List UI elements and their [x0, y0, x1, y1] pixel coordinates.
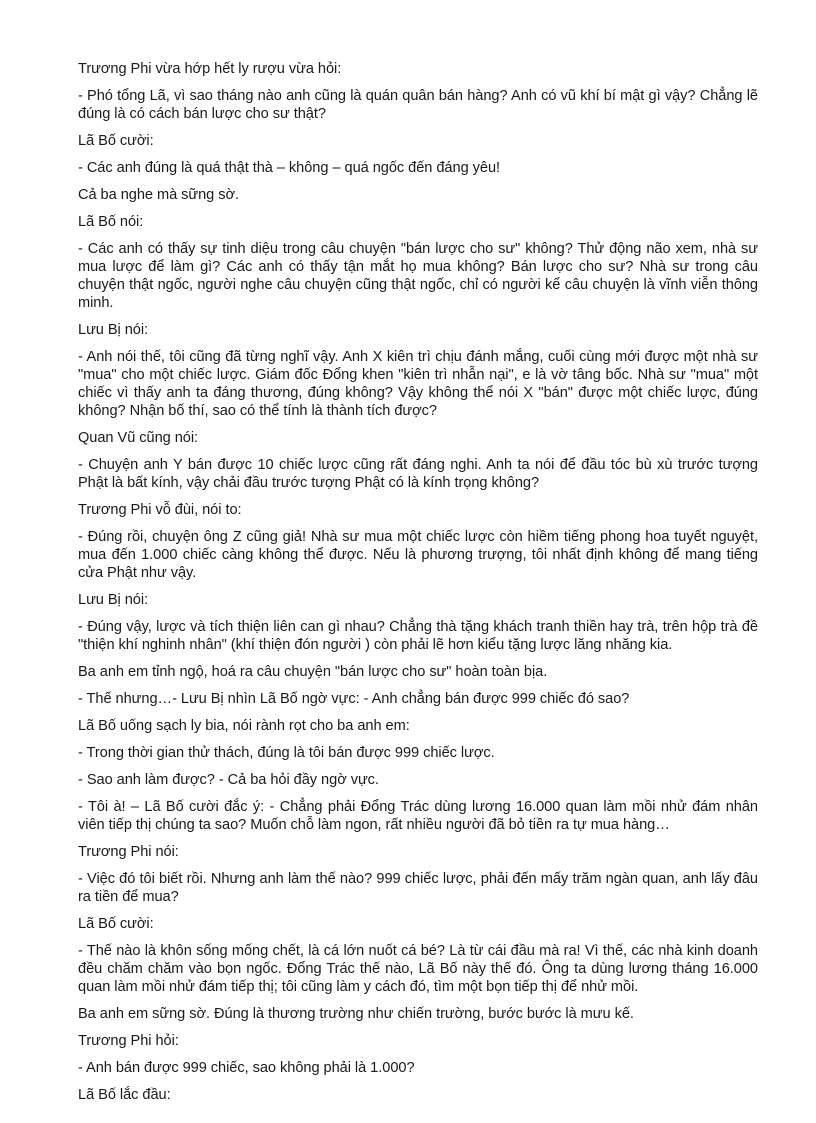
document-page: [78, 60, 758, 1113]
paragraph: Ba anh em sững sờ. Đúng là thương trường như chiến trường, bước bước là mưu kế.: [78, 1006, 634, 1022]
paragraph: - Đúng vậy, lược và tích thiện liên can gì nhau? Chẳng thà tặng khách tranh thiền hay trà, trên hộp trà đề "thiện khí nghinh nhân" (khí thiện đón người ) còn phải lẽ hơn kiểu tặng lược lăng nhăng kia.: [78, 619, 758, 653]
paragraph: - Trong thời gian thử thách, đúng là tôi bán được 999 chiếc lược.: [78, 745, 495, 761]
paragraph: Trương Phi nói:: [78, 844, 179, 860]
paragraph: Ba anh em tỉnh ngộ, hoá ra câu chuyện "bán lược cho sư" hoàn toàn bịa.: [78, 664, 548, 680]
paragraph: - Chuyện anh Y bán được 10 chiếc lược cũng rất đáng nghi. Anh ta nói để đầu tóc bù xù trước tượng Phật là bất kính, vậy chải đầu trước tượng Phật có là kính trọng không?: [78, 457, 758, 491]
paragraph: - Các anh đúng là quá thật thà – không – quá ngốc đến đáng yêu!: [78, 160, 501, 176]
paragraph: Cả ba nghe mà sững sờ.: [78, 187, 240, 203]
paragraph: Lã Bố uống sạch ly bia, nói rành rọt cho ba anh em:: [78, 718, 410, 734]
paragraph: Lã Bố cười:: [78, 916, 154, 932]
paragraph: Lã Bố lắc đầu:: [78, 1087, 171, 1103]
paragraph: Lưu Bị nói:: [78, 592, 149, 608]
paragraph: - Sao anh làm được? - Cả ba hỏi đầy ngờ vực.: [78, 772, 379, 788]
paragraph: Trương Phi vừa hớp hết ly rượu vừa hỏi:: [78, 61, 342, 77]
paragraph: - Đúng rồi, chuyện ông Z cũng giả! Nhà sư mua một chiếc lược còn hiềm tiếng phong hoa tuyết nguyệt, mua đến 1.000 chiếc càng không thể được. Nếu là phương trượng, tôi nhất định không để mang tiếng cửa Phật như vậy.: [78, 529, 758, 581]
paragraph: Lã Bố cười:: [78, 133, 154, 149]
paragraph: Quan Vũ cũng nói:: [78, 430, 199, 446]
paragraph: Trương Phi hỏi:: [78, 1033, 179, 1049]
paragraph: Lã Bố nói:: [78, 214, 144, 230]
paragraph: - Anh bán được 999 chiếc, sao không phải là 1.000?: [78, 1060, 415, 1076]
paragraph: - Thế nào là khôn sống mống chết, là cá lớn nuốt cá bé? Là từ cái đầu mà ra! Vì thế, các nhà kinh doanh đều chăm chăm vào bọn ngốc. Đổng Trác thế nào, Lã Bố này thế đó. Ông ta dùng lương tháng 16.000 quan làm mồi nhử đám tiếp thị; tôi cũng làm y cách đó, tìm một bọn tiếp thị để nhử mồi.: [78, 943, 758, 995]
paragraph: Trương Phi vỗ đùi, nói to:: [78, 502, 242, 518]
paragraph: Lưu Bị nói:: [78, 322, 149, 338]
paragraph: - Các anh có thấy sự tinh diệu trong câu chuyện "bán lược cho sư" không? Thử động não xem, nhà sư mua lược để làm gì? Các anh có thấy tận mắt họ mua không? Bán lược cho sư? Nhà sư trong câu chuyện thật ngốc, người nghe câu chuyện cũng thật ngốc, chỉ có người kể câu chuyện là vĩnh viễn thông minh.: [78, 241, 758, 311]
paragraph: - Tôi à! – Lã Bố cười đắc ý: - Chẳng phải Đổng Trác dùng lương 16.000 quan làm mồi nhử đám nhân viên tiếp thị chúng ta sao? Muốn chỗ làm ngon, rất nhiều người đã bỏ tiền ra tự mua hàng…: [78, 799, 758, 833]
paragraph: - Phó tổng Lã, vì sao tháng nào anh cũng là quán quân bán hàng? Anh có vũ khí bí mật gì vậy? Chẳng lẽ đúng là có cách bán lược cho sư thật?: [78, 88, 758, 122]
paragraph: - Anh nói thế, tôi cũng đã từng nghĩ vậy. Anh X kiên trì chịu đánh mắng, cuối cùng mới được một nhà sư "mua" cho một chiếc lược. Giám đốc Đổng khen "kiên trì nhẫn nại", e là vờ tâng bốc. Nhà sư "mua" một chiếc vì thấy anh ta đáng thương, đúng không? Vậy không thể nói X "bán" được một chiếc lược, đúng không? Nhận bố thí, sao có thể tính là thành tích được?: [78, 349, 758, 419]
paragraph: - Việc đó tôi biết rồi. Nhưng anh làm thế nào? 999 chiếc lược, phải đến mấy trăm ngàn quan, anh lấy đâu ra tiền để mua?: [78, 871, 758, 905]
paragraph: - Thế nhưng…- Lưu Bị nhìn Lã Bố ngờ vực: - Anh chẳng bán được 999 chiếc đó sao?: [78, 691, 630, 707]
